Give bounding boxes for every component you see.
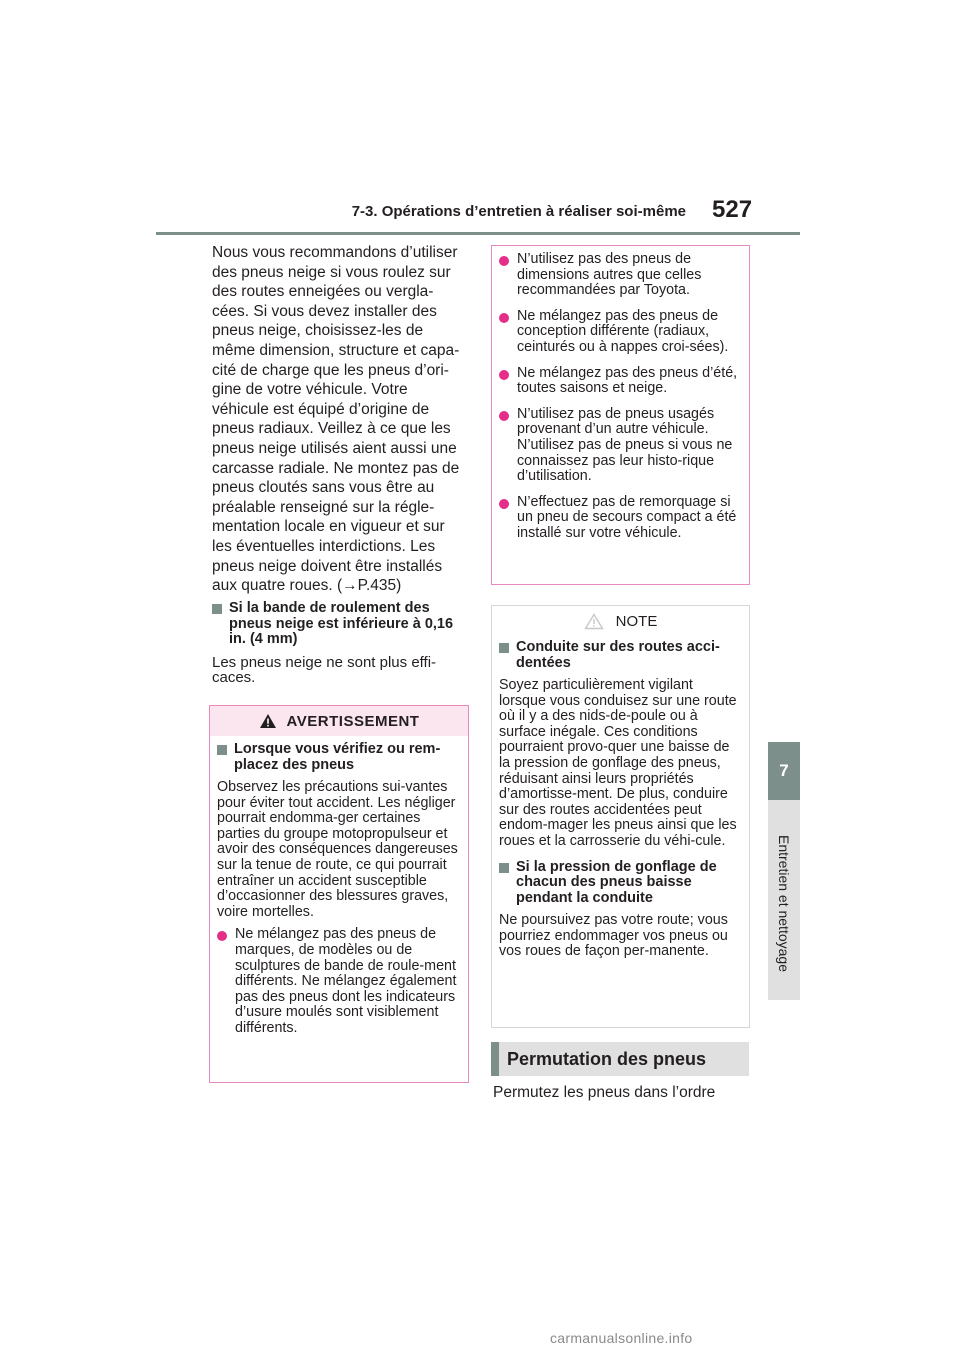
watermark: carmanualsonline.info	[550, 1330, 693, 1346]
rotation-text: Permutez les pneus dans l’ordre	[493, 1084, 716, 1101]
intro-line: pneus neige utilisés aient aussi une	[212, 439, 457, 457]
intro-line: aux quatre roues. (→P.435)	[212, 577, 402, 595]
square-bullet-icon	[499, 643, 509, 653]
note-text-rough-roads: Soyez particulièrement vigilant lorsque vous conduisez sur une route où il y a des nids-de-poule ou à surface inégale. Ces conditions pourraient provo-quer une baisse de la pression de gonflage des pneus, réduisant ainsi leurs propriétés d’amortisse-ment. De plus, conduire sur des routes accidentées peut endom-mager les pneus ainsi que les roues et la carrosserie du véhi-cule.	[499, 677, 737, 849]
intro-line: carcasse radiale. Ne montez pas de	[212, 459, 460, 477]
bullet-dot-icon	[499, 499, 509, 509]
bullet-dot-icon	[499, 313, 509, 323]
note-box-title: NOTE	[615, 612, 658, 630]
bullet-dot-icon	[499, 411, 509, 421]
intro-line: même dimension, structure et capa-	[212, 341, 460, 359]
tread-section	[212, 601, 460, 686]
note-text-pressure-drop: Ne poursuivez pas votre route; vous pourriez endommager vos pneus ou vos roues de façon per-manente.	[499, 912, 728, 960]
intro-line: cité de charge que les pneus d’ori-	[212, 361, 449, 379]
intro-line: cées. Si vous devez installer des	[212, 302, 437, 320]
tread-heading: Si la bande de roulement des pneus neige est inférieure à 0,16 in. (4 mm)	[212, 601, 460, 648]
intro-line: pneus neige, choisissez-les de	[212, 322, 424, 340]
note-heading-rough-roads: Conduite sur des routes acci-dentées	[499, 640, 741, 671]
left-column	[212, 243, 470, 596]
rotation-section-heading: Permutation des pneus	[491, 1042, 749, 1076]
page-number: 527	[712, 196, 753, 223]
warning-box-continued	[491, 245, 750, 585]
intro-line: pneus radiaux. Veillez à ce que les	[212, 420, 451, 438]
warning-bullet: N’utilisez pas des pneus de dimensions autres que celles recommandées par Toyota.	[499, 252, 741, 299]
warning-triangle-icon	[259, 713, 277, 729]
warning-bullet: N’utilisez pas de pneus usagés provenant d’un autre véhicule. N’utilisez pas de pneus si vous ne connaissez pas leur histo-rique d’utilisation.	[499, 407, 741, 485]
square-bullet-icon	[217, 745, 227, 755]
square-bullet-icon	[212, 604, 222, 614]
note-heading-pressure-drop: Si la pression de gonflage de chacun des pneus baisse pendant la conduite	[499, 860, 741, 907]
intro-paragraph	[212, 243, 470, 596]
chapter-number-tab: 7	[768, 742, 800, 800]
warning-box-title: AVERTISSEMENT	[286, 712, 420, 730]
section-title: 7-3. Opérations d’entretien à réaliser soi-même	[351, 203, 686, 220]
intro-line: Nous vous recommandons d’utiliser	[212, 244, 458, 261]
intro-line: les éventuelles interdictions. Les	[212, 537, 436, 555]
intro-line: préalable renseigné sur la régle-	[212, 498, 435, 516]
note-box	[491, 605, 750, 1028]
warning-heading: Lorsque vous vérifiez ou rem-placez des pneus	[217, 742, 460, 773]
intro-line: mentation locale en vigueur et sur	[212, 518, 445, 536]
intro-line: des routes enneigées ou vergla-	[212, 283, 434, 301]
warning-text: Observez les précautions sui-vantes pour éviter tout accident. Les négliger pourrait endomma-ger certaines parties du groupe motopropulseur et avoir des conséquences dangereuses sur la tenue de route, ce qui pourrait entraîner un accident susceptible d’occasionner des blessures graves, voire mortelles.	[217, 779, 458, 920]
warning-bullet: Ne mélangez pas des pneus de conception différente (radiaux, ceinturés ou à nappes croi-sées).	[499, 309, 741, 356]
warning-bullet: N’effectuez pas de remorquage si un pneu de secours compact a été installé sur votre véhicule.	[499, 495, 741, 542]
warning-box	[209, 705, 469, 1083]
intro-line: gine de votre véhicule. Votre	[212, 381, 408, 399]
bullet-dot-icon	[217, 931, 227, 941]
caution-triangle-icon	[584, 613, 604, 630]
warning-bullet: Ne mélangez pas des pneus d’été, toutes saisons et neige.	[499, 366, 741, 397]
intro-line: pneus neige doivent être installés	[212, 557, 443, 575]
warning-box-header	[210, 706, 468, 736]
bullet-dot-icon	[499, 370, 509, 380]
warning-bullet: Ne mélangez pas des pneus de marques, de modèles ou de sculptures de bande de roule-ment différents. Ne mélangez également pas des pneus dont les indicateurs d’usure moulés sont visiblement différents.	[217, 927, 460, 1036]
bullet-dot-icon	[499, 256, 509, 266]
tread-text: Les pneus neige ne sont plus effi-caces.	[212, 653, 437, 687]
square-bullet-icon	[499, 863, 509, 873]
intro-line: pneus cloutés sans vous être au	[212, 479, 435, 497]
intro-line: véhicule est équipé d’origine de	[212, 400, 430, 418]
chapter-label: Entretien et nettoyage	[776, 834, 792, 972]
header-rule	[156, 232, 800, 235]
note-box-header	[492, 606, 749, 636]
intro-line: des pneus neige si vous roulez sur	[212, 263, 451, 281]
